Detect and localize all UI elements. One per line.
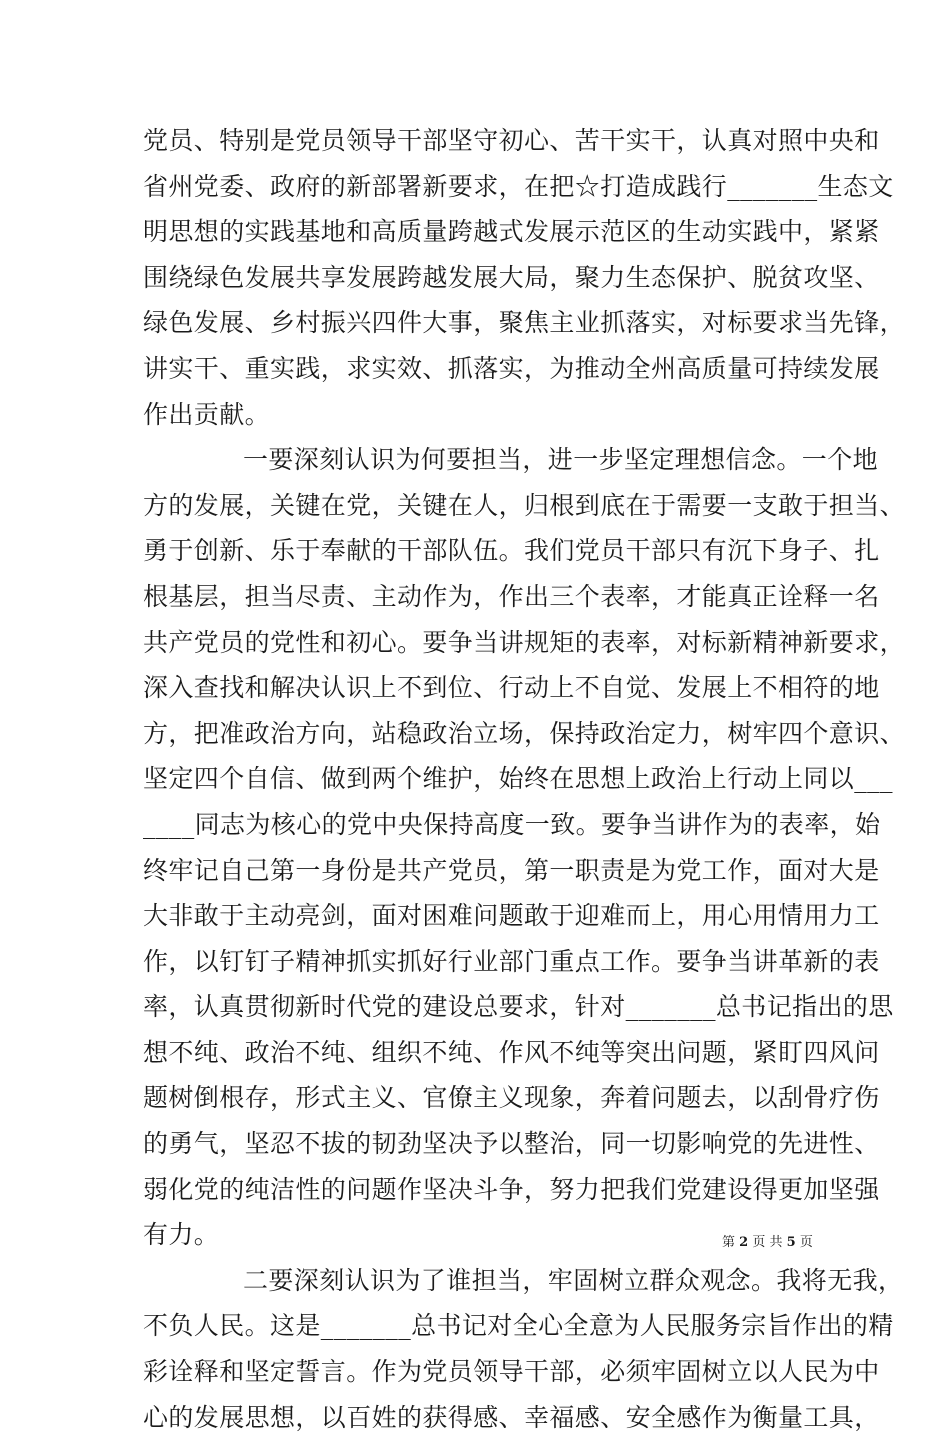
text-line: 想不纯、政治不纯、组织不纯、作风不纯等突出问题，紧盯四风问	[143, 1037, 880, 1067]
text-line: 围绕绿色发展共享发展跨越发展大局，聚力生态保护、脱贫攻坚、	[143, 262, 880, 292]
total-page-number: 5	[786, 1235, 796, 1250]
text-line: 明思想的实践基地和高质量跨越式发展示范区的生动实践中，紧紧	[143, 217, 880, 247]
text-line: 根基层，担当尽责、主动作为，作出三个表率，才能真正诠释一名	[143, 581, 880, 611]
text-line: 作，以钉钉子精神抓实抓好行业部门重点工作。要争当讲革新的表	[143, 946, 880, 976]
page-number-footer	[722, 1235, 813, 1251]
text-line: 有力。	[143, 1220, 220, 1250]
text-line: 讲实干、重实践，求实效、抓落实，为推动全州高质量可持续发展	[143, 353, 880, 383]
text-line: 深入查找和解决认识上不到位、行动上不自觉、发展上不相符的地	[143, 673, 880, 703]
text-line: 心的发展思想，以百姓的获得感、幸福感、安全感作为衡量工具，	[143, 1402, 880, 1432]
text-line: 勇于创新、乐于奉献的干部队伍。我们党员干部只有沉下身子、扎	[143, 536, 880, 566]
text-line: 坚定四个自信、做到两个维护，始终在思想上政治上行动上同以___	[143, 764, 893, 794]
paragraph-first-line: 一要深刻认识为何要担当，进一步坚定理想信念。一个地	[243, 445, 879, 475]
footer-middle: 页 共	[752, 1235, 783, 1250]
text-line: 大非敢于主动亮剑，面对困难问题敢于迎难而上，用心用情用力工	[143, 901, 880, 931]
text-line: 率，认真贯彻新时代党的建设总要求，针对_______总书记指出的思	[143, 992, 894, 1022]
text-line: 作出贡献。	[143, 399, 271, 429]
text-line: 不负人民。这是_______总书记对全心全意为人民服务宗旨作出的精	[143, 1311, 894, 1341]
text-line: 共产党员的党性和初心。要争当讲规矩的表率，对标新精神新要求，	[143, 627, 906, 657]
footer-prefix: 第	[722, 1235, 736, 1250]
text-line: 终牢记自己第一身份是共产党员，第一职责是为党工作，面对大是	[143, 855, 880, 885]
text-line: 方的发展，关键在党，关键在人，归根到底在于需要一支敢于担当、	[143, 490, 906, 520]
text-line: 绿色发展、乡村振兴四件大事，聚焦主业抓落实，对标要求当先锋，	[143, 308, 906, 338]
footer-suffix: 页	[799, 1235, 813, 1250]
text-line: 彩诠释和坚定誓言。作为党员领导干部，必须牢固树立以人民为中	[143, 1357, 880, 1387]
text-line: 弱化党的纯洁性的问题作坚决斗争，努力把我们党建设得更加坚强	[143, 1174, 880, 1204]
paragraph-first-line: 二要深刻认识为了谁担当，牢固树立群众观念。我将无我，	[243, 1265, 904, 1295]
text-line: ____同志为核心的党中央保持高度一致。要争当讲作为的表率，始	[143, 809, 881, 839]
text-line: 题树倒根存，形式主义、官僚主义现象，奔着问题去，以刮骨疗伤	[143, 1083, 880, 1113]
text-line: 方，把准政治方向，站稳政治立场，保持政治定力，树牢四个意识、	[143, 718, 906, 748]
current-page-number: 2	[739, 1235, 749, 1250]
text-line: 的勇气，坚忍不拔的韧劲坚决予以整治，同一切影响党的先进性、	[143, 1129, 880, 1159]
text-line: 省州党委、政府的新部署新要求，在把☆打造成践行_______生态文	[143, 171, 894, 201]
text-line: 党员、特别是党员领导干部坚守初心、苦干实干，认真对照中央和	[143, 126, 880, 155]
